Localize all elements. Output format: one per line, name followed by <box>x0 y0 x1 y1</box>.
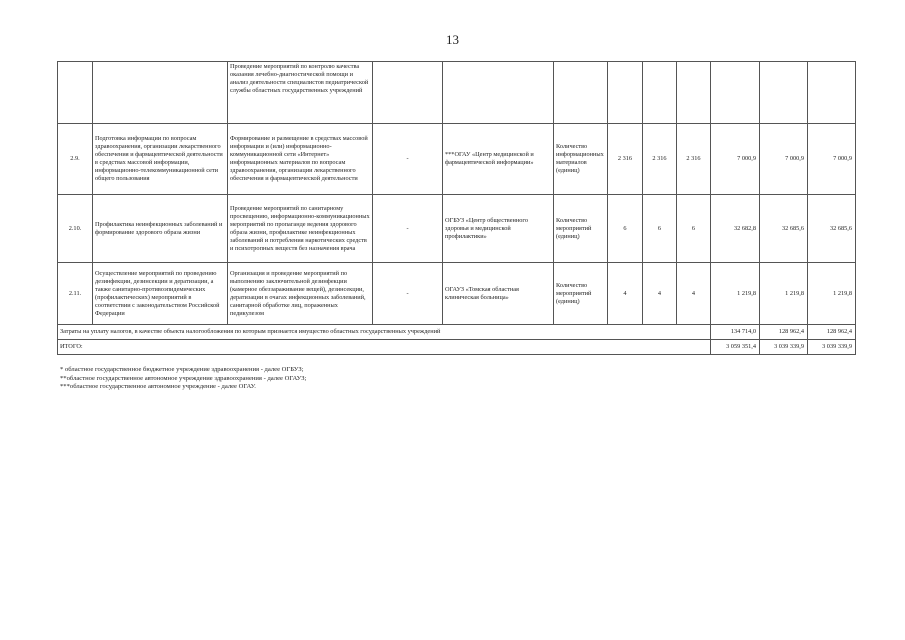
funding-value-1 <box>711 62 760 124</box>
table-row <box>58 62 856 124</box>
indicator-value-2 <box>643 62 677 124</box>
table-row <box>58 124 856 195</box>
indicator-value-1: 4 <box>608 263 643 325</box>
indicator-value-3: 6 <box>677 195 711 263</box>
footnotes <box>60 366 306 392</box>
row-number-cell <box>58 62 93 124</box>
summary-label: Затраты на уплату налогов, в качестве объекта налогообложения по которым признается имущество областных государственных учреждений <box>58 325 711 340</box>
activity-cell: Формирование и размещение в средствах массовой информации и (или) информационно-коммуникационной сети «Интернет» информационных материалов по вопросам здравоохранения, организации лекарственного обеспечения и фармацевтической деятельности <box>228 124 373 195</box>
indicator-value-2: 2 316 <box>643 124 677 195</box>
indicator-value-2: 4 <box>643 263 677 325</box>
indicator-cell: Количество мероприятий (единиц) <box>554 195 608 263</box>
funding-value-3: 128 962,4 <box>808 325 856 340</box>
funding-value-1: 32 682,8 <box>711 195 760 263</box>
dash-cell: - <box>373 195 443 263</box>
indicator-value-3: 4 <box>677 263 711 325</box>
task-cell: Профилактика неинфекционных заболеваний и формирование здорового образа жизни <box>93 195 228 263</box>
task-cell: Осуществление мероприятий по проведению дезинфекции, дезинсекции и дератизации, а также санитарно-противоэпидемических (профилактических) мероприятий в соответствии с законодательством Российской Федерации <box>93 263 228 325</box>
funding-value-3: 7 000,9 <box>808 124 856 195</box>
indicator-value-2: 6 <box>643 195 677 263</box>
indicator-value-1 <box>608 62 643 124</box>
tax-costs-row <box>58 325 856 340</box>
measures-table <box>57 61 856 355</box>
funding-value-2: 7 000,9 <box>760 124 808 195</box>
funding-value-2 <box>760 62 808 124</box>
indicator-value-1: 6 <box>608 195 643 263</box>
activity-cell: Проведение мероприятий по контролю качества оказания лечебно-диагностической помощи и анализ деятельности специалистов педиатрической службы областных государственных учреждений <box>228 62 373 124</box>
footnote: ***областное государственное автономное учреждение - далее ОГАУ. <box>60 383 256 390</box>
table-row <box>58 195 856 263</box>
dash-cell: - <box>373 263 443 325</box>
indicator-cell: Количество информационных материалов (единиц) <box>554 124 608 195</box>
activity-cell: Проведение мероприятий по санитарному просвещению, информационно-коммуникационных мероприятий по пропаганде ведения здорового образа жизни, профилактике неинфекционных заболеваний и потребления наркотических средств и психотропных веществ без назначения врача <box>228 195 373 263</box>
table-row <box>58 263 856 325</box>
funding-value-3: 3 039 339,9 <box>808 340 856 355</box>
funding-value-1: 7 000,9 <box>711 124 760 195</box>
funding-value-2: 32 685,6 <box>760 195 808 263</box>
task-cell <box>93 62 228 124</box>
activity-cell: Организация и проведение мероприятий по выполнению заключительной дезинфекции (камерное обеззараживание вещей), дезинсекции, дератизации в очагах инфекционных заболеваний, санитарной обработке лиц, пораженных педикулезом <box>228 263 373 325</box>
indicator-value-1: 2 316 <box>608 124 643 195</box>
task-cell: Подготовка информации по вопросам здравоохранения, организации лекарственного обеспечения и фармацевтической деятельности в средствах массовой информации, информационно-телекоммуникационной сети общего пользования <box>93 124 228 195</box>
summary-label: ИТОГО: <box>58 340 711 355</box>
total-row <box>58 340 856 355</box>
funding-value-1: 1 219,8 <box>711 263 760 325</box>
table-body <box>58 62 856 355</box>
funding-value-1: 3 059 351,4 <box>711 340 760 355</box>
executor-cell: ОГБУЗ «Центр общественного здоровья и медицинской профилактики» <box>443 195 554 263</box>
funding-value-2: 1 219,8 <box>760 263 808 325</box>
funding-value-3: 1 219,8 <box>808 263 856 325</box>
dash-cell: - <box>373 124 443 195</box>
indicator-cell: Количество мероприятий (единиц) <box>554 263 608 325</box>
executor-cell: ОГАУЗ «Томская областная клиническая больница» <box>443 263 554 325</box>
funding-value-3 <box>808 62 856 124</box>
funding-value-2: 3 039 339,9 <box>760 340 808 355</box>
row-number-cell: 2.11. <box>58 263 93 325</box>
footnote: * областное государственное бюджетное учреждение здравоохранения - далее ОГБУЗ; <box>60 366 304 373</box>
executor-cell: ***ОГАУ «Центр медицинской и фармацевтической информации» <box>443 124 554 195</box>
page-number: 13 <box>446 32 459 47</box>
funding-value-3: 32 685,6 <box>808 195 856 263</box>
indicator-value-3 <box>677 62 711 124</box>
executor-cell <box>443 62 554 124</box>
indicator-cell <box>554 62 608 124</box>
indicator-value-3: 2 316 <box>677 124 711 195</box>
funding-value-2: 128 962,4 <box>760 325 808 340</box>
footnote: **областное государственное автономное учреждение здравоохранения - далее ОГАУЗ; <box>60 374 307 382</box>
dash-cell <box>373 62 443 124</box>
funding-value-1: 134 714,0 <box>711 325 760 340</box>
row-number-cell: 2.9. <box>58 124 93 195</box>
row-number-cell: 2.10. <box>58 195 93 263</box>
